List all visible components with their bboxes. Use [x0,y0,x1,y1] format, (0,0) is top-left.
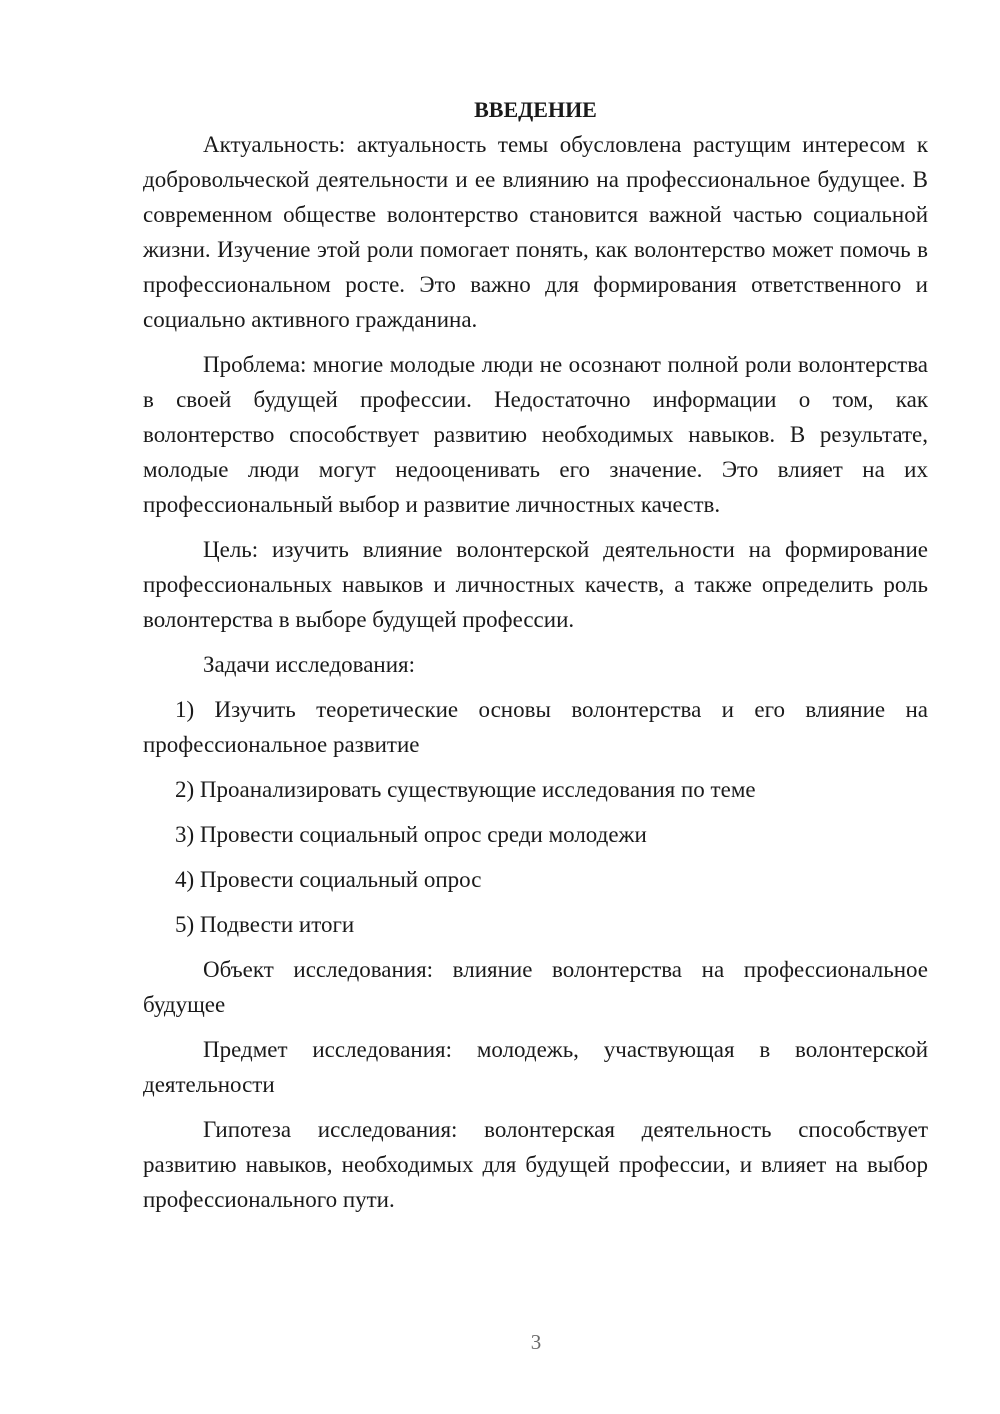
section-heading: ВВЕДЕНИЕ [474,97,597,122]
page-content [143,92,928,1217]
goal-paragraph: Цель: изучить влияние волонтерской деятельности на формирование профессиональных навыков и личностных качеств, а также определить роль волонтерства в выборе будущей профессии. [143,537,928,632]
task-item-2: 2) Проанализировать существующие исследования по теме [175,777,756,802]
relevance-paragraph: Актуальность: актуальность темы обусловлена растущим интересом к добровольческой деятельности и ее влиянию на профессиональное будущее. В современном обществе волонтерство становится важной частью социальной жизни. Изучение этой роли помогает понять, как волонтерство может помочь в профессиональном росте. Это важно для формирования ответственного и социально активного гражданина. [143,132,928,332]
task-item-3: 3) Провести социальный опрос среди молодежи [175,822,647,847]
hypothesis-paragraph: Гипотеза исследования: волонтерская деятельность способствует развитию навыков, необходимых для будущей профессии, и влияет на выбор профессионального пути. [143,1117,928,1212]
problem-paragraph: Проблема: многие молодые люди не осознают полной роли волонтерства в своей будущей профессии. Недостаточно информации о том, как волонтерство способствует развитию необходимых навыков. В результате, молодые люди могут недооценивать его значение. Это влияет на их профессиональный выбор и развитие личностных качеств. [143,352,928,517]
task-item-5: 5) Подвести итоги [175,912,355,937]
subject-paragraph: Предмет исследования: молодежь, участвующая в волонтерской деятельности [143,1037,928,1097]
task-item-1: 1) Изучить теоретические основы волонтерства и его влияние на профессиональное развитие [143,697,928,757]
task-item-4: 4) Провести социальный опрос [175,867,482,892]
object-paragraph: Объект исследования: влияние волонтерства на профессиональное будущее [143,957,928,1017]
page-number: 3 [530,1330,542,1354]
tasks-intro: Задачи исследования: [203,652,416,677]
